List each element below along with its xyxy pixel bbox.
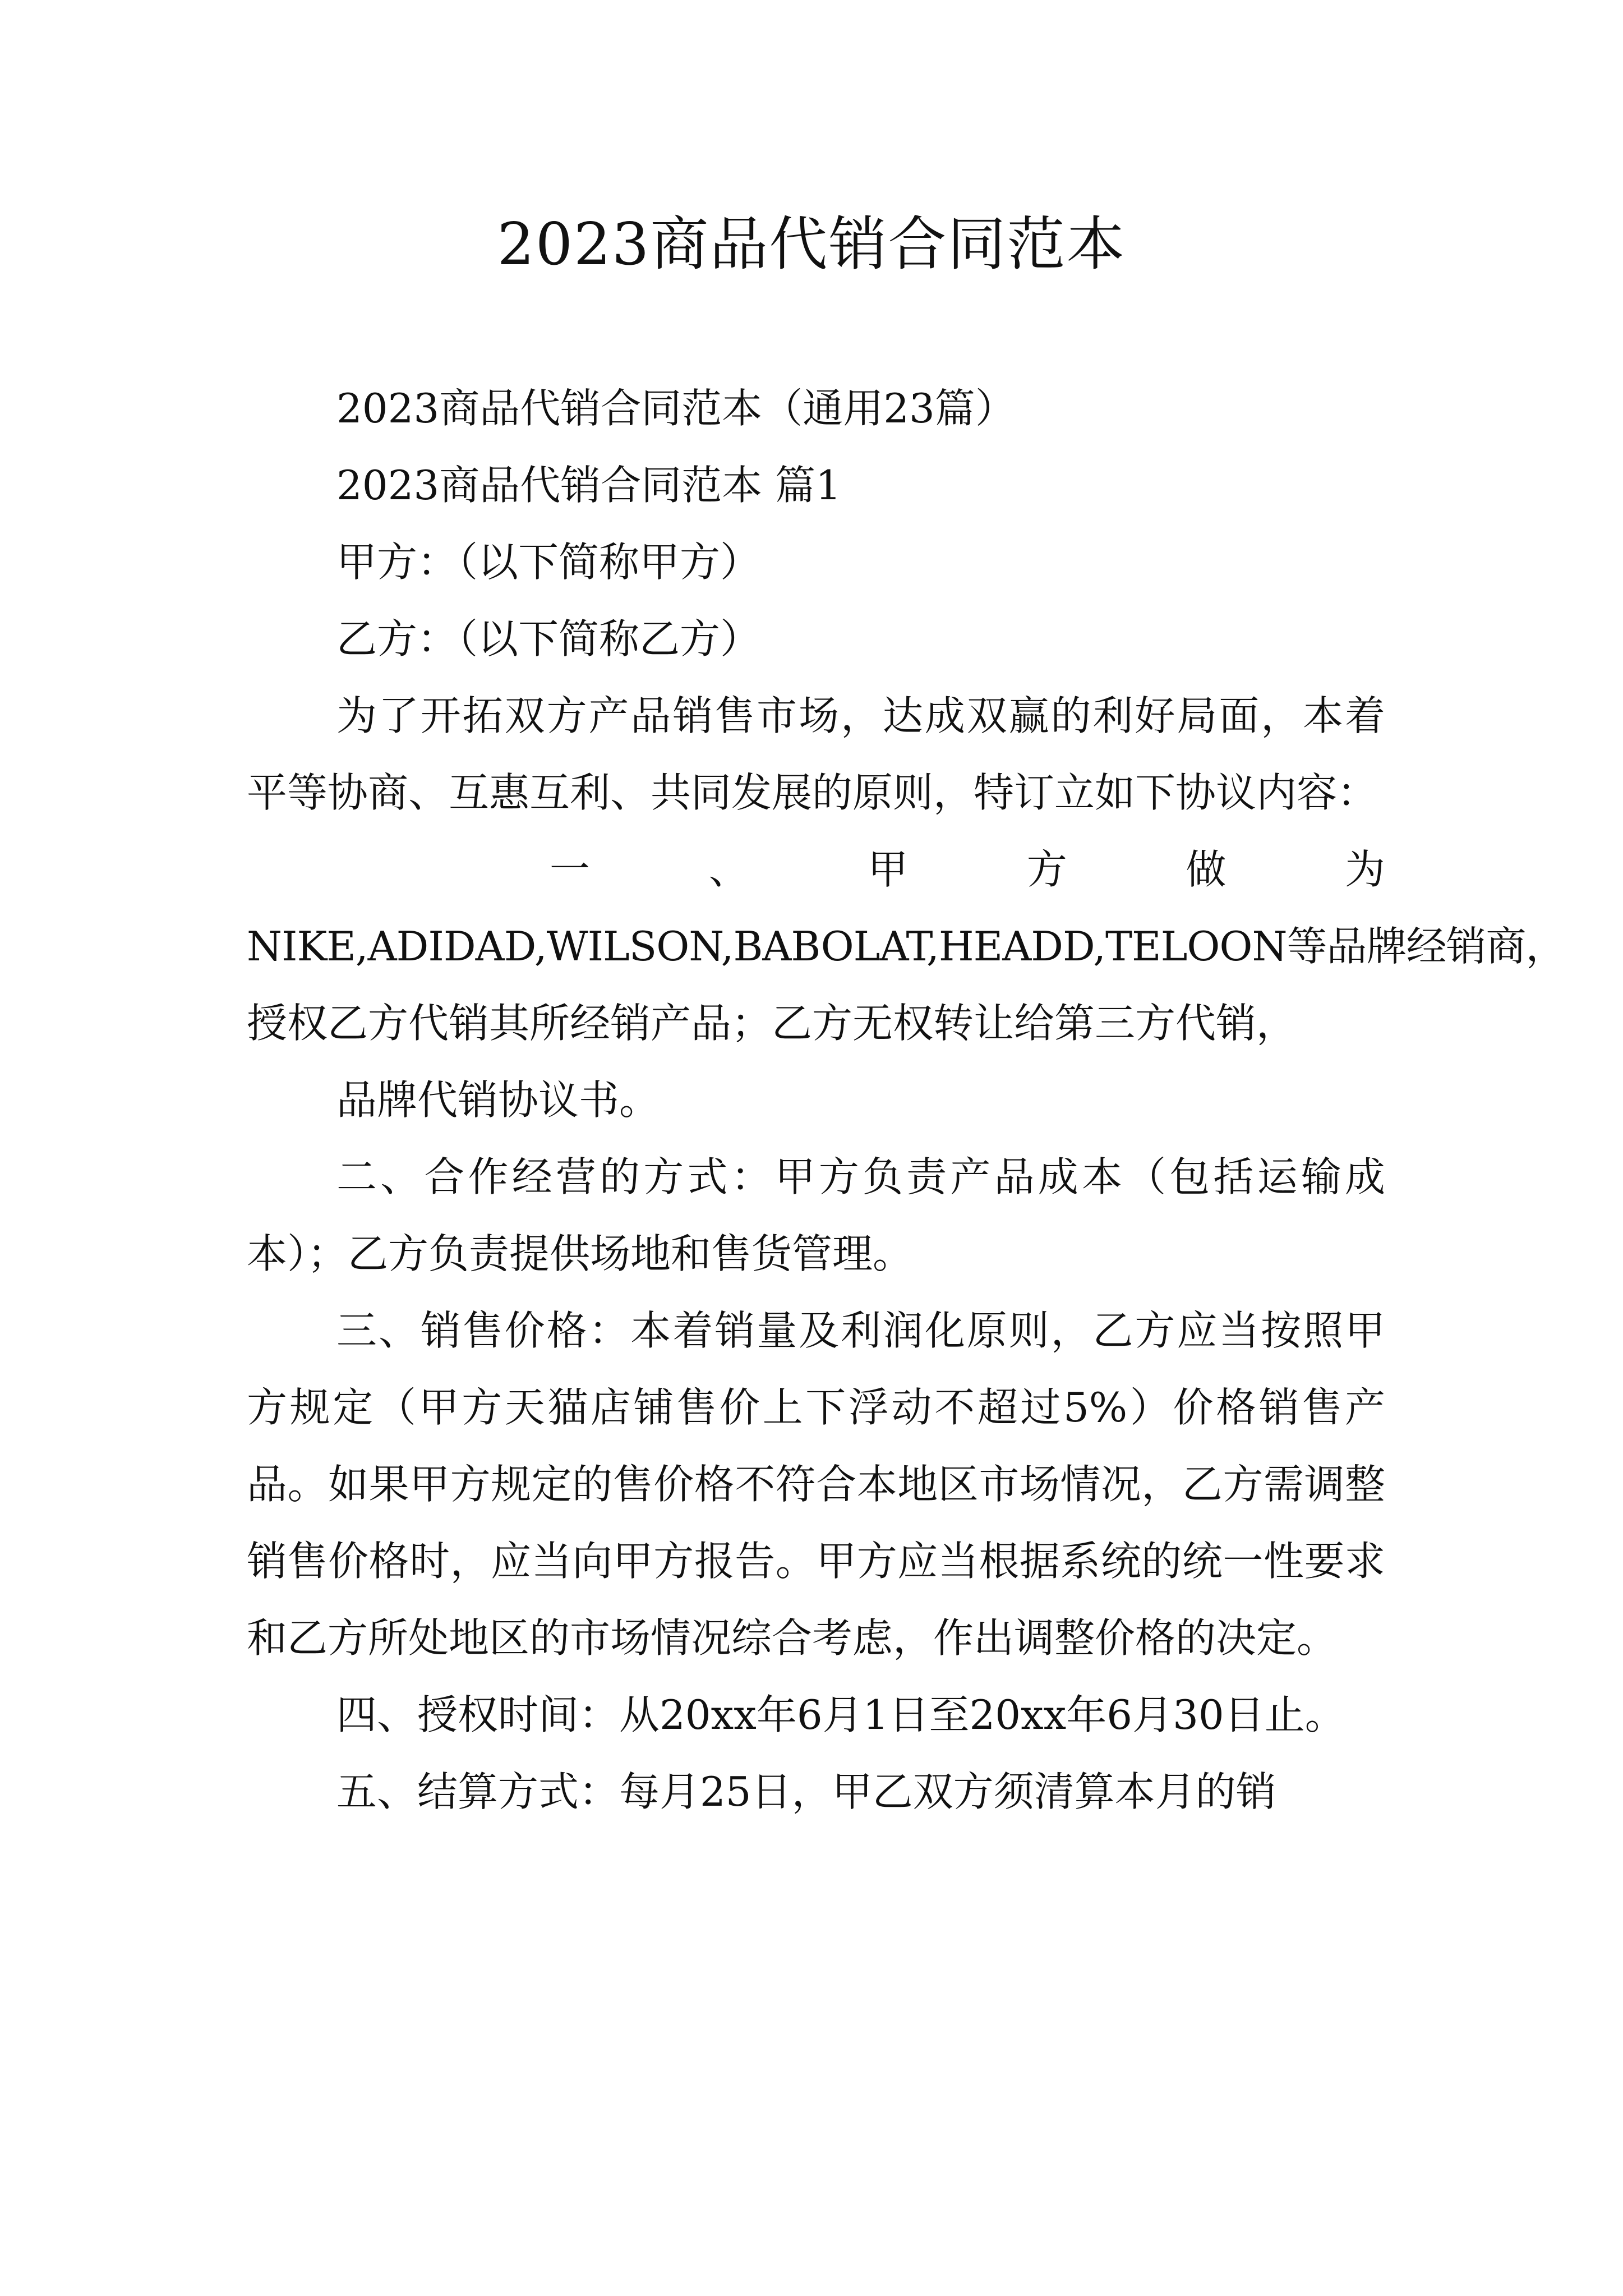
clause-1-lead-char: 、 xyxy=(708,846,749,893)
document-title: 2023商品代销合同范本 xyxy=(497,210,1126,278)
clause-1-lead-char: 为 xyxy=(1344,846,1385,893)
clause-1-brands: NIKE,ADIDAD,WILSON,BABOLAT,HEADD,TELOON等品牌经销商， xyxy=(247,923,1566,970)
clause-5: 五、结算方式：每月25日，甲乙双方须清算本月的销 xyxy=(336,1768,1276,1815)
clause-1-lead-char: 甲 xyxy=(868,846,909,893)
section-heading: 2023商品代销合同范本 篇1 xyxy=(336,462,841,509)
clause-1-lead-char: 一 xyxy=(550,846,591,893)
clause-1-lead-char: 方 xyxy=(1026,846,1067,893)
clause-1-rest: 授权乙方代销其所经销产品；乙方无权转让给第三方代销， xyxy=(247,1000,1297,1047)
clause-1-lead-char: 做 xyxy=(1186,846,1227,893)
clause-1-lead xyxy=(247,831,1385,908)
clause-1-note: 品牌代销协议书。 xyxy=(336,1076,660,1124)
party-a-line: 甲方：（以下简称甲方） xyxy=(336,539,761,586)
clause-4: 四、授权时间：从20xx年6月1日至20xx年6月30日止。 xyxy=(336,1691,1345,1738)
document-body xyxy=(247,370,1566,1830)
clause-3: 三、销售价格：本着销量及利润化原则，乙方应当按照甲方规定（甲方天猫店铺售价上下浮动不超过5%）价格销售产品。如果甲方规定的售价格不符合本地区市场情况，乙方需调整销售价格时，应当向甲方报告。甲方应当根据系统的统一性要求和乙方所处地区的市场情况综合考虑，作出调整价格的决定。 xyxy=(247,1307,1385,1662)
intro-paragraph: 为了开拓双方产品销售市场，达成双赢的利好局面，本着平等协商、互惠互利、共同发展的原则，特订立如下协议内容： xyxy=(247,692,1385,816)
clause-2: 二、合作经营的方式：甲方负责产品成本（包括运输成本）；乙方负责提供场地和售货管理。 xyxy=(247,1153,1385,1277)
subtitle: 2023商品代销合同范本（通用23篇） xyxy=(336,385,1016,432)
party-b-line: 乙方：（以下简称乙方） xyxy=(336,615,761,662)
